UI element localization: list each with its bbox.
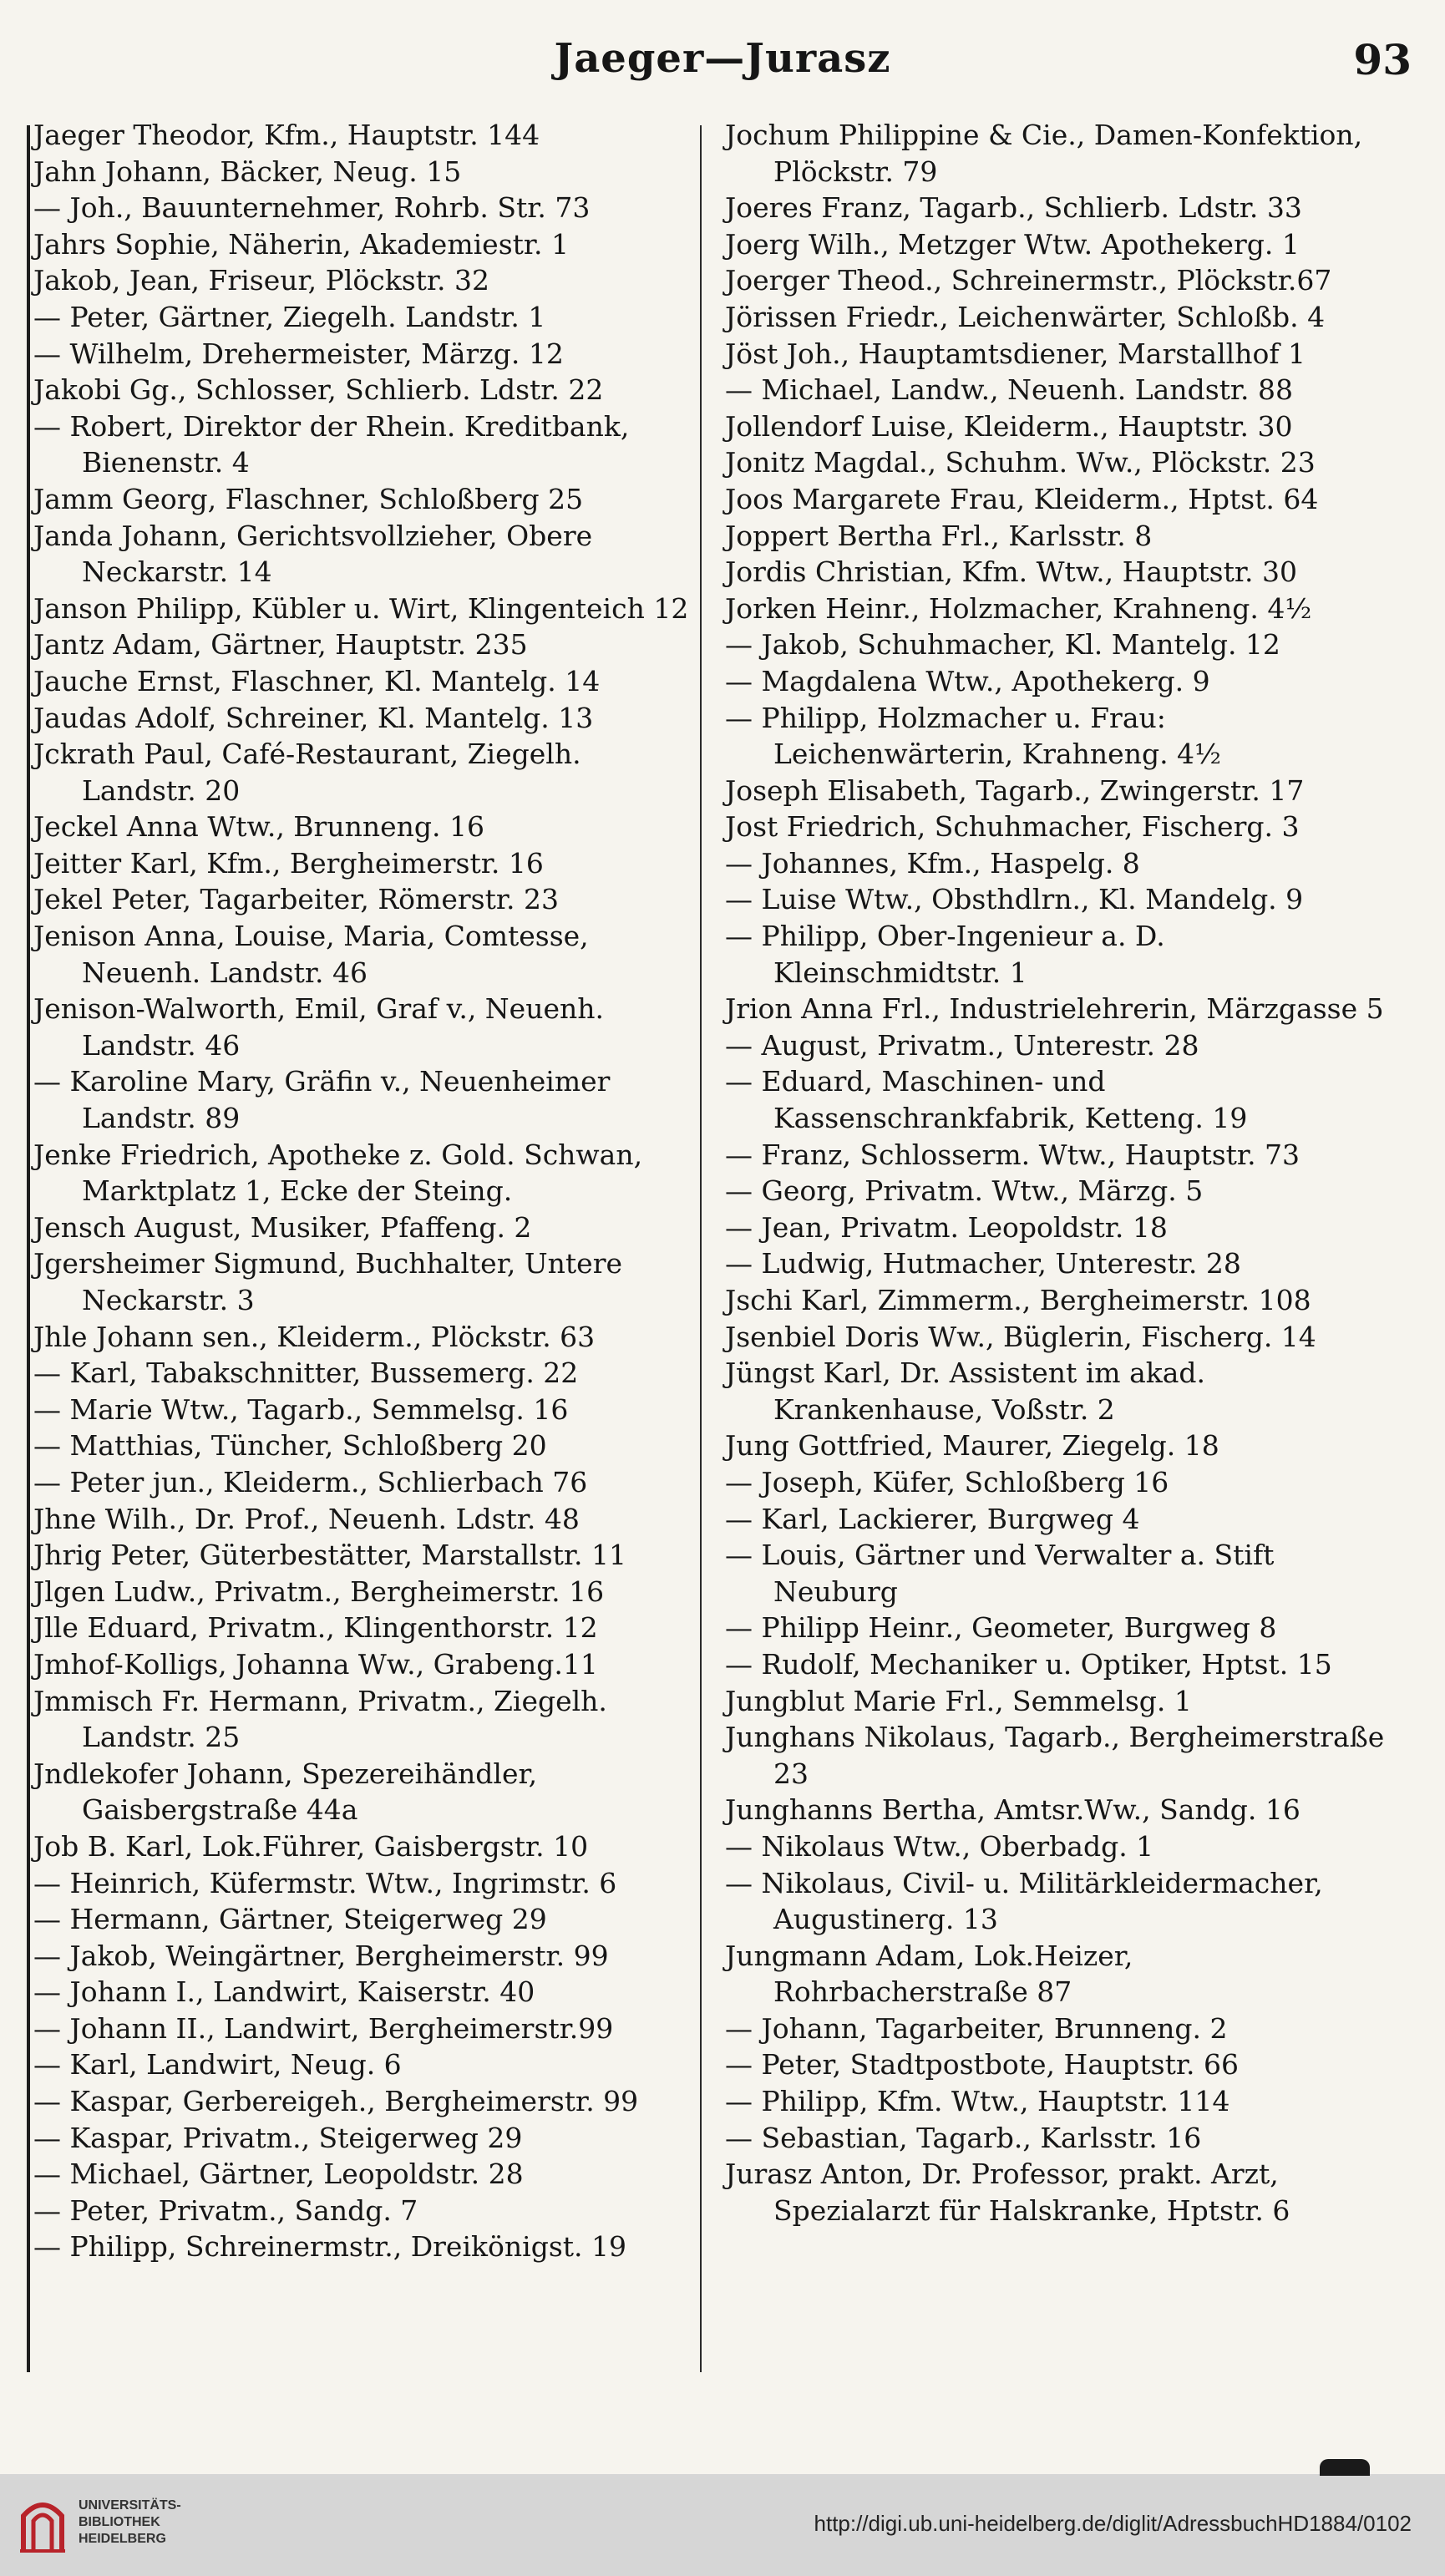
- directory-entry: — Franz, Schlosserm. Wtw., Hauptstr. 73: [725, 1138, 1300, 1171]
- directory-entry: Joppert Bertha Frl., Karlsstr. 8: [725, 519, 1153, 552]
- directory-entry: — Matthias, Tüncher, Schloßberg 20: [33, 1429, 547, 1463]
- directory-entry: Jeitter Karl, Kfm., Bergheimerstr. 16: [33, 846, 544, 880]
- directory-entry: — Wilhelm, Drehermeister, Märzg. 12: [33, 337, 564, 370]
- directory-entry: Jhne Wilh., Dr. Prof., Neuenh. Ldstr. 48: [33, 1502, 580, 1535]
- directory-entry: Jöst Joh., Hauptamtsdiener, Marstallhof 1: [725, 337, 1306, 370]
- left-column: [25, 117, 697, 2265]
- directory-entry: Jlle Eduard, Privatm., Klingenthorstr. 12: [33, 1611, 598, 1645]
- library-logo-text: [79, 2497, 181, 2548]
- directory-entry: — Johann II., Landwirt, Bergheimerstr.99: [33, 2011, 614, 2045]
- directory-entry: Jsenbiel Doris Ww., Büglerin, Fischerg. 14: [725, 1320, 1316, 1353]
- logo-line-1: UNIVERSITÄTS-: [79, 2498, 181, 2513]
- directory-entry: Jekel Peter, Tagarbeiter, Römerstr. 23: [33, 883, 559, 916]
- directory-entry: — Johannes, Kfm., Haspelg. 8: [725, 846, 1140, 880]
- directory-entry: — August, Privatm., Unterestr. 28: [725, 1028, 1199, 1062]
- directory-entry: Joos Margarete Frau, Kleiderm., Hptst. 64: [725, 482, 1319, 515]
- directory-entry: Jordis Christian, Kfm. Wtw., Hauptstr. 30: [725, 555, 1297, 589]
- directory-entry: Janda Johann, Gerichtsvollzieher, Obere Neckarstr. 14: [33, 519, 593, 589]
- directory-entry: Jonitz Magdal., Schuhm. Ww., Plöckstr. 23: [725, 446, 1316, 479]
- directory-entry: Jost Friedrich, Schuhmacher, Fischerg. 3: [725, 810, 1300, 844]
- directory-entry: — Philipp, Schreinermstr., Dreikönigst. 19: [33, 2230, 626, 2264]
- directory-entry: — Kaspar, Gerbereigeh., Bergheimerstr. 99: [33, 2085, 639, 2118]
- directory-entry: Jaeger Theodor, Kfm., Hauptstr. 144: [33, 119, 540, 151]
- directory-entry: Jgersheimer Sigmund, Buchhalter, Untere Neckarstr. 3: [33, 1247, 623, 1316]
- page-corner-tab: [1320, 2459, 1370, 2476]
- directory-entry: Jakobi Gg., Schlosser, Schlierb. Ldstr. 22: [33, 373, 604, 407]
- directory-entry: Jhle Johann sen., Kleiderm., Plöckstr. 63: [33, 1320, 596, 1353]
- directory-entry: Jurasz Anton, Dr. Professor, prakt. Arzt, Spezialarzt für Halskranke, Hptstr. 6: [725, 2158, 1290, 2227]
- directory-entry: Joerger Theod., Schreinermstr., Plöckstr.67: [725, 264, 1332, 297]
- directory-entry: — Karl, Lackierer, Burgweg 4: [725, 1502, 1140, 1535]
- directory-entry: — Jakob, Schuhmacher, Kl. Mantelg. 12: [725, 628, 1280, 662]
- directory-entry: — Joseph, Küfer, Schloßberg 16: [725, 1465, 1169, 1498]
- directory-entry: Jenison Anna, Louise, Maria, Comtesse, Neuenh. Landstr. 46: [33, 920, 589, 989]
- directory-entry: Jckrath Paul, Café-Restaurant, Ziegelh. Landstr. 20: [33, 738, 581, 807]
- directory-entry: — Karoline Mary, Gräfin v., Neuenheimer Landstr. 89: [33, 1065, 611, 1135]
- directory-entry: Jmmisch Fr. Hermann, Privatm., Ziegelh. Landstr. 25: [33, 1684, 607, 1754]
- directory-entry: — Hermann, Gärtner, Steigerweg 29: [33, 1903, 547, 1936]
- directory-entry: — Ludwig, Hutmacher, Unterestr. 28: [725, 1247, 1241, 1280]
- right-column: [717, 117, 1389, 2229]
- directory-entry: Jamm Georg, Flaschner, Schloßberg 25: [33, 482, 584, 515]
- directory-entry: Jakob, Jean, Friseur, Plöckstr. 32: [33, 264, 490, 297]
- directory-entry: Joerg Wilh., Metzger Wtw. Apothekerg. 1: [725, 227, 1300, 261]
- directory-entry: Job B. Karl, Lok.Führer, Gaisbergstr. 10: [33, 1829, 589, 1863]
- directory-entry: Jahn Johann, Bäcker, Neug. 15: [33, 155, 462, 188]
- directory-entry: Jungblut Marie Frl., Semmelsg. 1: [725, 1684, 1192, 1717]
- directory-entry: — Johann, Tagarbeiter, Brunneng. 2: [725, 2011, 1228, 2045]
- directory-entry: Jörissen Friedr., Leichenwärter, Schloßb. 4: [725, 300, 1326, 333]
- directory-entry: Jantz Adam, Gärtner, Hauptstr. 235: [33, 628, 528, 662]
- directory-entry: — Eduard, Maschinen- und Kassenschrankfabrik, Ketteng. 19: [725, 1065, 1248, 1135]
- directory-entry: — Karl, Tabakschnitter, Bussemerg. 22: [33, 1356, 579, 1390]
- directory-entry: Jndlekofer Johann, Spezereihändler, Gaisbergstraße 44a: [33, 1757, 538, 1827]
- directory-entry: Joeres Franz, Tagarb., Schlierb. Ldstr. 33: [725, 191, 1302, 225]
- directory-entry: Jensch August, Musiker, Pfaffeng. 2: [33, 1210, 532, 1244]
- directory-entry: — Jean, Privatm. Leopoldstr. 18: [725, 1210, 1168, 1244]
- directory-entry: — Jakob, Weingärtner, Bergheimerstr. 99: [33, 1939, 609, 1972]
- directory-entry: Jüngst Karl, Dr. Assistent im akad. Krankenhause, Voßstr. 2: [725, 1356, 1206, 1426]
- running-head: Jaeger—Jurasz: [554, 35, 891, 82]
- directory-entry: Jmhof-Kolligs, Johanna Ww., Grabeng.11: [33, 1647, 598, 1681]
- directory-entry: Jeckel Anna Wtw., Brunneng. 16: [33, 810, 484, 844]
- directory-entry: — Heinrich, Küfermstr. Wtw., Ingrimstr. 6: [33, 1866, 617, 1899]
- directory-entry: — Rudolf, Mechaniker u. Optiker, Hptst. 15: [725, 1647, 1332, 1681]
- footer-bar: [0, 2474, 1445, 2576]
- directory-entry: — Karl, Landwirt, Neug. 6: [33, 2048, 402, 2082]
- directory-entry: — Magdalena Wtw., Apothekerg. 9: [725, 664, 1210, 697]
- directory-entry: — Michael, Landw., Neuenh. Landstr. 88: [725, 373, 1294, 407]
- logo-line-3: HEIDELBERG: [79, 2532, 166, 2546]
- directory-entry: — Peter jun., Kleiderm., Schlierbach 76: [33, 1465, 588, 1498]
- directory-entry: Janson Philipp, Kübler u. Wirt, Klingenteich 12: [33, 591, 689, 625]
- directory-entry: — Nikolaus, Civil- u. Militärkleidermacher, Augustinerg. 13: [725, 1866, 1323, 1936]
- logo-line-2: BIBLIOTHEK: [79, 2515, 160, 2529]
- directory-entry: — Peter, Stadtpostbote, Hauptstr. 66: [725, 2048, 1239, 2082]
- directory-entry: — Peter, Gärtner, Ziegelh. Landstr. 1: [33, 300, 546, 333]
- directory-entry: Jorken Heinr., Holzmacher, Krahneng. 4½: [725, 591, 1312, 625]
- directory-entry: — Louis, Gärtner und Verwalter a. Stift Neuburg: [725, 1539, 1275, 1608]
- directory-entry: — Kaspar, Privatm., Steigerweg 29: [33, 2121, 523, 2154]
- directory-entry: — Marie Wtw., Tagarb., Semmelsg. 16: [33, 1392, 569, 1426]
- directory-entry: Jlgen Ludw., Privatm., Bergheimerstr. 16: [33, 1575, 605, 1608]
- directory-entry: Jungmann Adam, Lok.Heizer, Rohrbacherstraße 87: [725, 1939, 1133, 2009]
- directory-entry: Jrion Anna Frl., Industrielehrerin, Märzgasse 5: [725, 992, 1384, 1026]
- directory-entry: — Sebastian, Tagarb., Karlsstr. 16: [725, 2121, 1202, 2154]
- column-separator: [700, 125, 702, 2372]
- page-header: [33, 23, 1412, 99]
- directory-entry: — Georg, Privatm. Wtw., Märzg. 5: [725, 1174, 1204, 1208]
- directory-entry: Jaudas Adolf, Schreiner, Kl. Mantelg. 13: [33, 701, 594, 734]
- directory-entry: Jung Gottfried, Maurer, Ziegelg. 18: [725, 1429, 1219, 1463]
- directory-entry: — Robert, Direktor der Rhein. Kreditbank, Bienenstr. 4: [33, 409, 630, 479]
- directory-entry: — Peter, Privatm., Sandg. 7: [33, 2193, 418, 2227]
- directory-entry: Jenke Friedrich, Apotheke z. Gold. Schwan, Marktplatz 1, Ecke der Steing.: [33, 1138, 643, 1208]
- directory-entry: Jauche Ernst, Flaschner, Kl. Mantelg. 14: [33, 664, 601, 697]
- directory-entry: Jhrig Peter, Güterbestätter, Marstallstr. 11: [33, 1539, 627, 1572]
- directory-entry: — Luise Wtw., Obsthdlrn., Kl. Mandelg. 9: [725, 883, 1304, 916]
- directory-entry: — Michael, Gärtner, Leopoldstr. 28: [33, 2158, 524, 2191]
- directory-entry: — Philipp Heinr., Geometer, Burgweg 8: [725, 1611, 1277, 1645]
- directory-entry: — Johann I., Landwirt, Kaiserstr. 40: [33, 1975, 535, 2009]
- university-library-logo-icon: [18, 2491, 67, 2554]
- directory-entry: Jahrs Sophie, Näherin, Akademiestr. 1: [33, 227, 570, 261]
- directory-entry: Junghans Nikolaus, Tagarb., Bergheimerstraße 23: [725, 1721, 1385, 1790]
- source-url-link[interactable]: http://digi.ub.uni-heidelberg.de/diglit/AdressbuchHD1884/0102: [814, 2511, 1412, 2536]
- page-number: 93: [1353, 35, 1412, 84]
- directory-entry: — Nikolaus Wtw., Oberbadg. 1: [725, 1829, 1154, 1863]
- directory-entry: Jochum Philippine & Cie., Damen-Konfektion, Plöckstr. 79: [725, 119, 1363, 188]
- directory-entry: — Philipp, Holzmacher u. Frau: Leichenwärterin, Krahneng. 4½: [725, 701, 1222, 771]
- directory-entry: Joseph Elisabeth, Tagarb., Zwingerstr. 17: [725, 773, 1305, 807]
- directory-entry: Jschi Karl, Zimmerm., Bergheimerstr. 108: [725, 1284, 1311, 1316]
- directory-entry: — Philipp, Ober-Ingenieur a. D. Kleinschmidtstr. 1: [725, 920, 1165, 989]
- directory-entry: — Joh., Bauunternehmer, Rohrb. Str. 73: [33, 191, 591, 225]
- directory-entry: Junghanns Bertha, Amtsr.Ww., Sandg. 16: [725, 1793, 1300, 1827]
- directory-entry: Jollendorf Luise, Kleiderm., Hauptstr. 30: [725, 409, 1293, 443]
- directory-entry: Jenison-Walworth, Emil, Graf v., Neuenh. Landstr. 46: [33, 992, 604, 1062]
- directory-entry: — Philipp, Kfm. Wtw., Hauptstr. 114: [725, 2085, 1230, 2118]
